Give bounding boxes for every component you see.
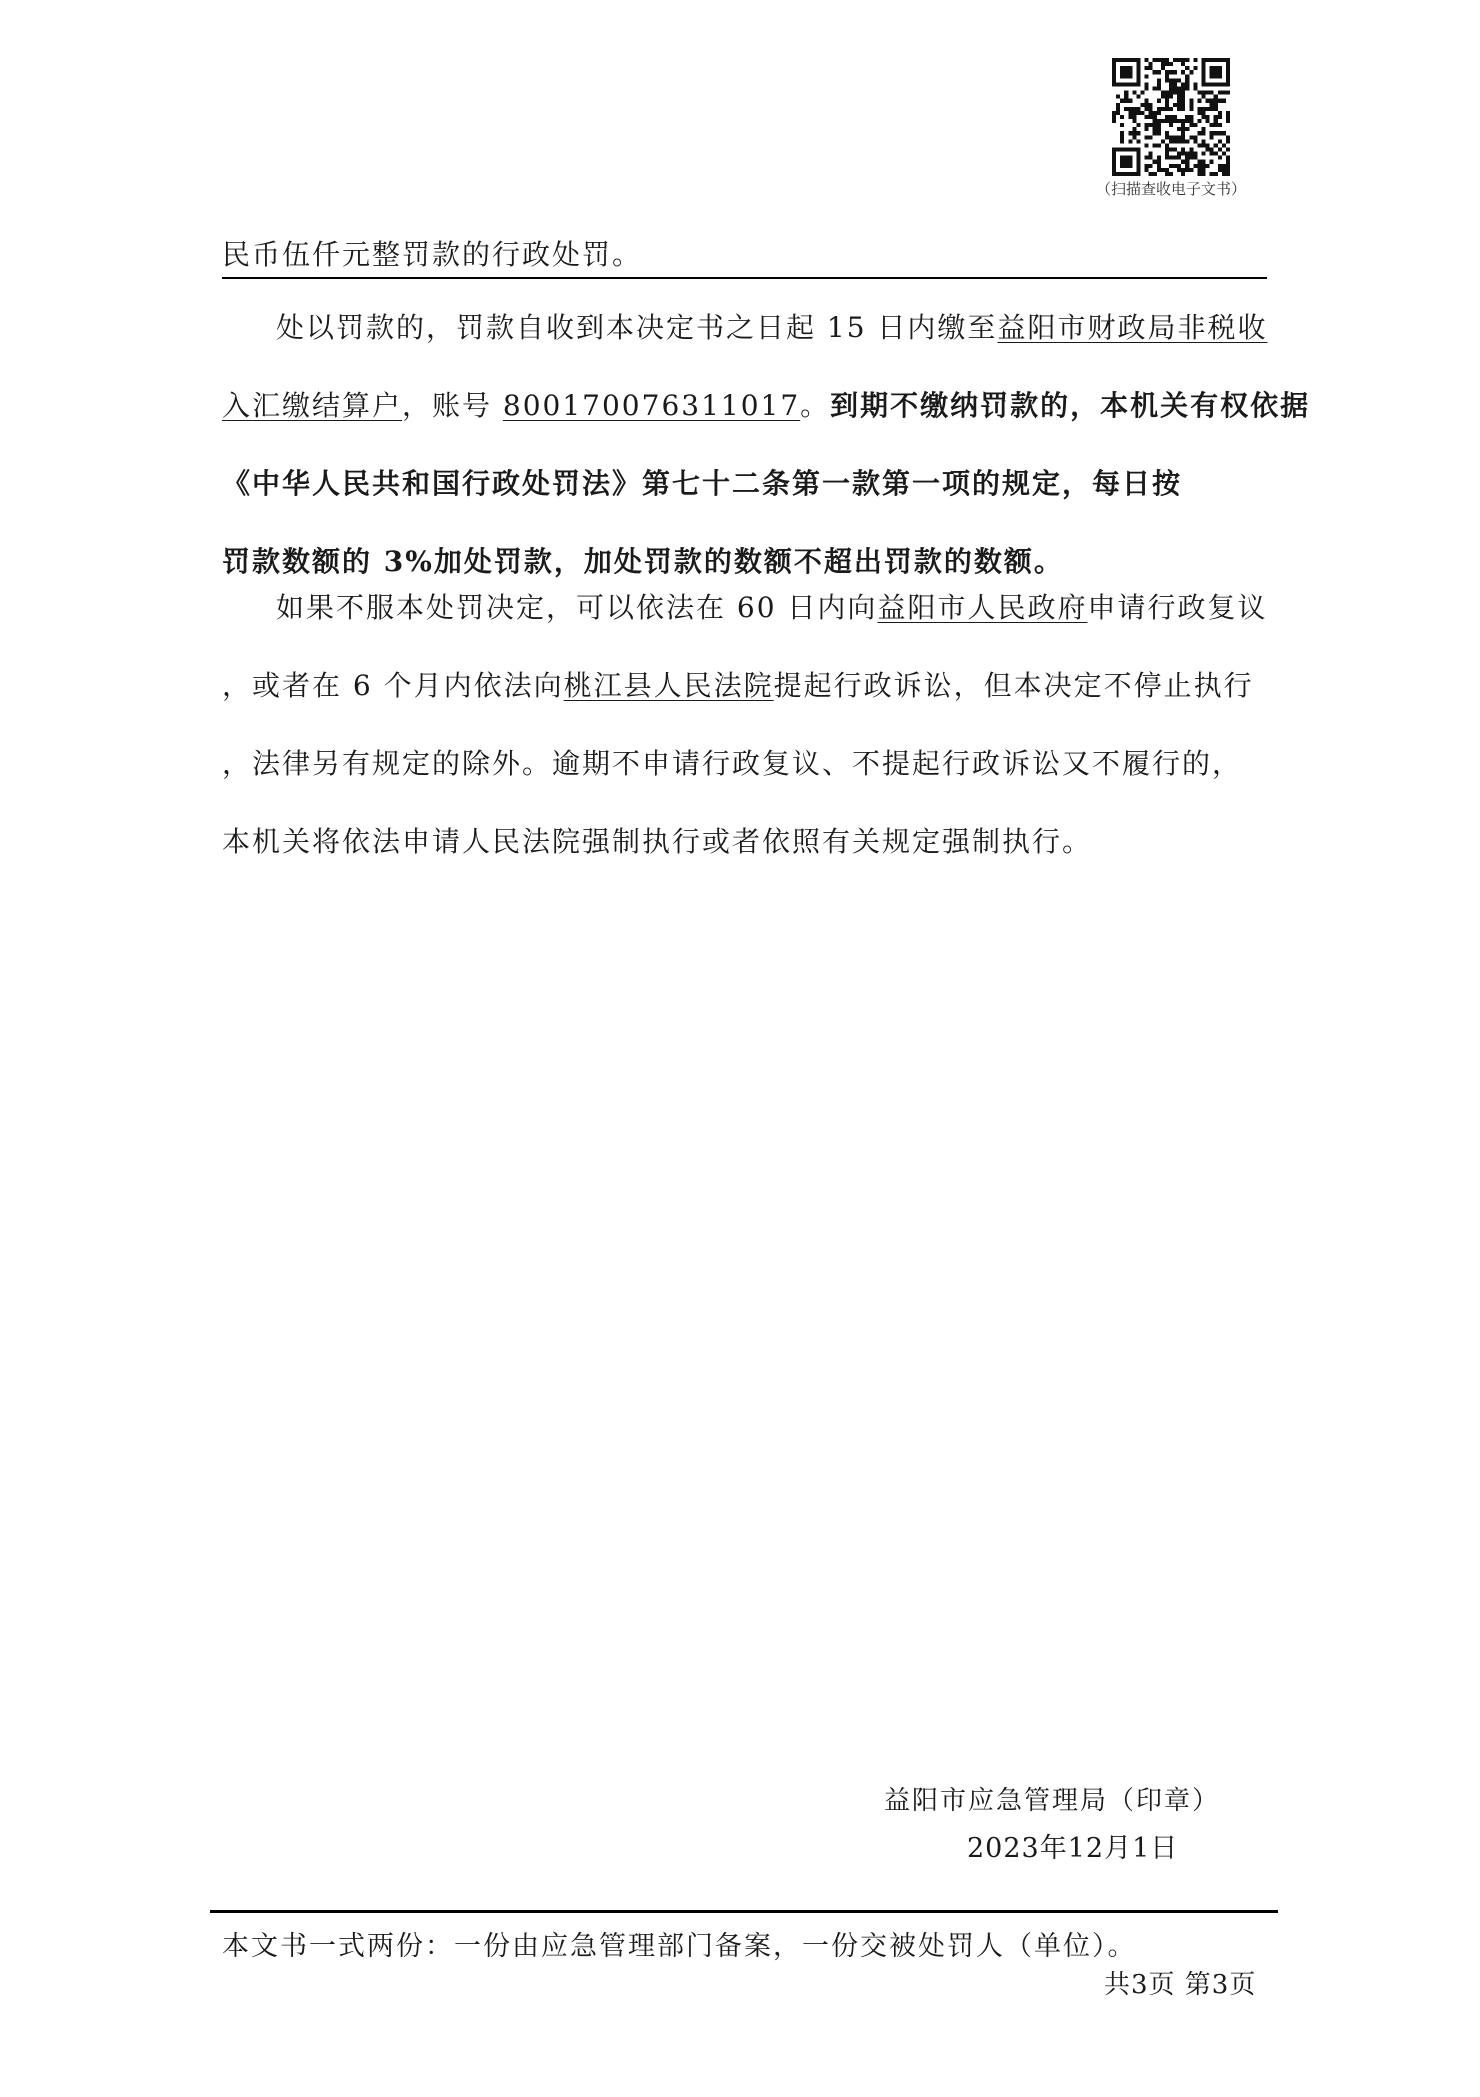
review-authority: 益阳市人民政府 — [877, 591, 1088, 624]
footer-note: 本文书一式两份：一份由应急管理部门备案，一份交被处罚人（单位）。 — [222, 1931, 1137, 1962]
appeal-line-2 — [222, 666, 1254, 706]
payee-bank: 益阳市财政局非税收 — [997, 311, 1268, 344]
payment-text: 处以罚款的，罚款自收到本决定书之日起 15 日内缴至 — [276, 311, 998, 344]
payment-line-2 — [222, 386, 1310, 426]
period-mark: 。 — [800, 389, 831, 422]
payment-line-3: 《中华人民共和国行政处罚法》第七十二条第一款第一项的规定，每日按 — [222, 467, 1183, 500]
issuing-authority: 益阳市应急管理局（印章） — [884, 1786, 1221, 1816]
qr-code-icon — [1112, 58, 1230, 176]
account-label: ，账号 — [402, 389, 503, 422]
appeal-line-3: ，法律另有规定的除外。逾期不申请行政复议、不提起行政诉讼又不履行的， — [222, 747, 1243, 780]
appeal-text-3: ，或者在 6 个月内依法向 — [222, 669, 564, 702]
appeal-text: 如果不服本处罚决定，可以依法在 60 日内向 — [276, 591, 878, 624]
appeal-text-2: 申请行政复议 — [1087, 591, 1268, 624]
payment-line-4: 罚款数额的 3%加处罚款，加处罚款的数额不超出罚款的数额。 — [222, 545, 1064, 578]
payee-account-name: 入汇缴结算户 — [222, 389, 403, 422]
issue-date: 2023年12月1日 — [967, 1833, 1179, 1864]
court-name: 桃江县人民法院 — [563, 669, 774, 702]
appeal-text-4: 提起行政诉讼，但本决定不停止执行 — [773, 669, 1254, 702]
continuation-line: 民币伍仟元整罚款的行政处罚。 — [222, 238, 643, 271]
page-indicator: 共3页 第3页 — [1104, 1970, 1257, 2000]
payment-line-1 — [276, 308, 1267, 348]
appeal-line-4: 本机关将依法申请人民法院强制执行或者依照有关规定强制执行。 — [222, 825, 1093, 858]
qr-caption: （扫描查收电子文书） — [1095, 180, 1246, 198]
top-rule — [222, 277, 1267, 279]
account-number: 800170076311017 — [502, 389, 801, 422]
appeal-line-1 — [276, 588, 1267, 628]
late-fee-text: 到期不缴纳罚款的，本机关有权依据 — [830, 389, 1311, 422]
bottom-rule — [210, 1910, 1278, 1913]
